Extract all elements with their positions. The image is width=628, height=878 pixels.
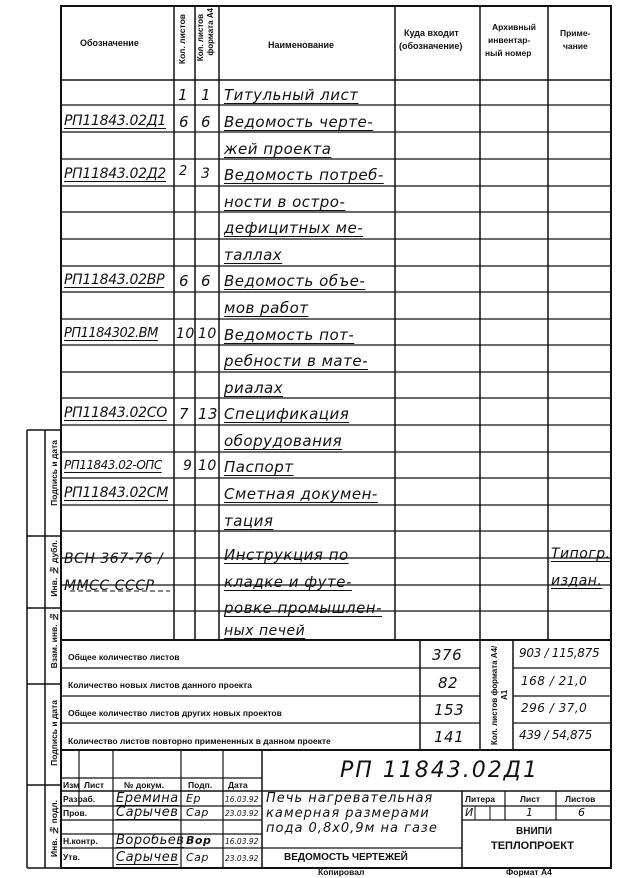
row-5-code: РП1184302.ВМ <box>64 326 158 341</box>
tb-date-5: 23.03.92 <box>225 854 259 863</box>
row-3-a4: 3 <box>201 166 211 182</box>
row-3-name-2: ности в остро- <box>224 193 346 211</box>
tb-sheets: 6 <box>578 806 586 819</box>
header-note-1: Приме- <box>560 28 591 38</box>
total-label-1: Общее количество листов <box>68 652 180 662</box>
header-archive-3: ный номер <box>485 48 532 58</box>
row-6-code: РП11843.02СО <box>64 405 167 421</box>
tb-role-norm: Н.контр. <box>63 836 98 846</box>
footer-format: Формат А4 <box>506 867 552 877</box>
header-sheets: Кол. листов <box>177 14 187 65</box>
row-1-sheets: 1 <box>178 86 189 104</box>
tb-col-list: Лист <box>84 780 105 790</box>
tb-col-izm: Изм <box>63 780 80 790</box>
row-3-name-4: таллах <box>224 246 283 264</box>
row-6-name-1: Спецификация <box>224 405 350 423</box>
total-value-3: 153 <box>434 701 465 719</box>
total-a4a1-3: 296 / 37,0 <box>521 701 588 715</box>
footer-copied: Копировал <box>318 867 365 877</box>
row-3-name-3: дефицитных ме- <box>224 219 364 237</box>
totals-side-label: Кол. листов формата А4/А1 <box>490 645 509 745</box>
margin-dup-inv: Инв. № дубл. <box>49 540 59 597</box>
tb-col-sign: Подп. <box>188 780 213 790</box>
row-7-a4: 10 <box>198 458 217 474</box>
total-value-1: 376 <box>432 646 463 664</box>
header-a4-line2: формата А4 <box>206 8 215 56</box>
row-4-code: РП11843.02ВР <box>64 272 165 288</box>
row-8-name-2: тация <box>224 512 274 530</box>
row-2-name-2: жей проекта <box>224 140 332 158</box>
total-label-2: Количество новых листов данного проекта <box>68 680 252 690</box>
header-note-2: чание <box>563 41 588 51</box>
tb-role-developer: Разраб. <box>63 794 96 804</box>
tb-name-developer: Еремина <box>116 791 179 806</box>
row-8-code: РП11843.02СМ <box>64 485 169 501</box>
total-label-4: Количество листов повторно примененных в данном проекте <box>68 736 331 746</box>
tb-sheet: 1 <box>526 806 534 819</box>
row-7-name-1: Паспорт <box>224 458 294 476</box>
row-9-note-1: Типогр. <box>551 546 611 562</box>
row-6-name-2: оборудования <box>224 432 343 450</box>
tb-date-4: 16.03.92 <box>225 837 259 846</box>
row-8-name-1: Сметная докумен- <box>224 485 378 503</box>
row-4-sheets: 6 <box>179 272 190 290</box>
tb-title-hand-2: камерная размерами <box>266 806 430 821</box>
tb-date-2: 23.03.92 <box>225 809 259 818</box>
tb-signature-4: Вор <box>186 834 212 847</box>
row-3-sheets: 2 <box>179 164 188 179</box>
doc-number: РП 11843.02Д1 <box>340 758 539 783</box>
row-9-name-1: Инструкция по <box>224 546 349 564</box>
row-1-name: Титульный лист <box>224 86 359 104</box>
row-6-a4: 13 <box>198 405 219 423</box>
row-9-name-4: ных печей <box>224 623 306 639</box>
row-9-code: ВСН 367-76 / ММСС СССР <box>64 551 164 594</box>
header-designation: Обозначение <box>80 38 139 48</box>
margin-orig-inv: Инв. № подл. <box>49 800 59 857</box>
row-7-sheets: 9 <box>183 458 193 474</box>
tb-name-checker: Сарычев <box>116 805 179 820</box>
row-3-name-1: Ведомость потреб- <box>224 166 384 184</box>
tb-litera: И <box>465 806 474 819</box>
tb-org-1: ВНИПИ <box>516 826 553 837</box>
row-9-name-2: кладке и футе- <box>224 573 352 591</box>
tb-name-norm: Воробьев <box>116 833 185 848</box>
row-9-name-3: ровке промышлен- <box>224 599 383 617</box>
tb-name-approve: Сарычев <box>116 850 179 865</box>
row-5-a4: 10 <box>198 326 217 342</box>
tb-date-1: 16.03.92 <box>225 795 259 804</box>
row-3-code: РП11843.02Д2 <box>64 166 167 182</box>
tb-col-doc: № докум. <box>124 780 164 790</box>
row-1-a4: 1 <box>201 86 212 104</box>
header-where-2: (обозначение) <box>399 41 463 51</box>
header-name: Наименование <box>268 40 335 50</box>
row-6-sheets: 7 <box>179 405 190 423</box>
total-value-4: 141 <box>434 728 465 746</box>
margin-replace-inv: Взам. инв. № <box>49 612 59 669</box>
row-4-name-2: мов работ <box>224 299 309 317</box>
tb-title-hand-3: пода 0,8х0,9м на газе <box>266 821 438 836</box>
total-label-3: Общее количество листов других новых проектов <box>68 708 282 718</box>
row-5-name-1: Ведомость пот- <box>224 326 355 344</box>
tb-litera-label: Литера <box>465 794 495 804</box>
header-where-1: Куда входит <box>404 28 459 38</box>
row-2-code: РП11843.02Д1 <box>64 113 167 129</box>
tb-sheets-label: Листов <box>565 794 596 804</box>
tb-signature-2: Сар <box>186 806 209 819</box>
tb-signature-5: Сар <box>186 851 209 864</box>
row-2-a4: 6 <box>201 113 212 131</box>
total-a4a1-1: 903 / 115,875 <box>519 646 600 660</box>
tb-role-approve: Утв. <box>63 852 81 862</box>
total-value-2: 82 <box>438 674 459 692</box>
tb-col-date: Дата <box>228 780 248 790</box>
header-archive-2: инвентар- <box>488 35 531 45</box>
row-5-name-3: риалах <box>224 379 284 397</box>
total-a4a1-4: 439 / 54,875 <box>519 728 592 742</box>
tb-org-2: ТЕПЛОПРОЕКТ <box>491 840 574 852</box>
header-archive-1: Архивный <box>492 22 537 32</box>
margin-sign-date-2: Подпись и дата <box>49 700 59 766</box>
row-4-name-1: Ведомость объе- <box>224 272 366 290</box>
row-5-sheets: 10 <box>176 326 195 342</box>
tb-signature-1: Еp <box>186 792 201 805</box>
margin-sign-date-1: Подпись и дата <box>49 440 59 506</box>
tb-doc-title: ВЕДОМОСТЬ ЧЕРТЕЖЕЙ <box>284 852 408 863</box>
row-2-name-1: Ведомость черте- <box>224 113 374 131</box>
tb-sheet-label: Лист <box>520 794 541 804</box>
row-2-sheets: 6 <box>179 113 190 131</box>
header-a4-line1: Кол. листов <box>196 14 205 62</box>
row-7-code: РП11843.02-ОПС <box>64 458 162 472</box>
row-9-note-2: издан. <box>551 573 603 589</box>
row-5-name-2: ребности в мате- <box>224 352 368 370</box>
tb-role-checker: Пров. <box>63 808 88 818</box>
row-4-a4: 6 <box>201 272 212 290</box>
total-a4a1-2: 168 / 21,0 <box>521 674 588 688</box>
tb-title-hand-1: Печь нагревательная <box>266 791 434 806</box>
